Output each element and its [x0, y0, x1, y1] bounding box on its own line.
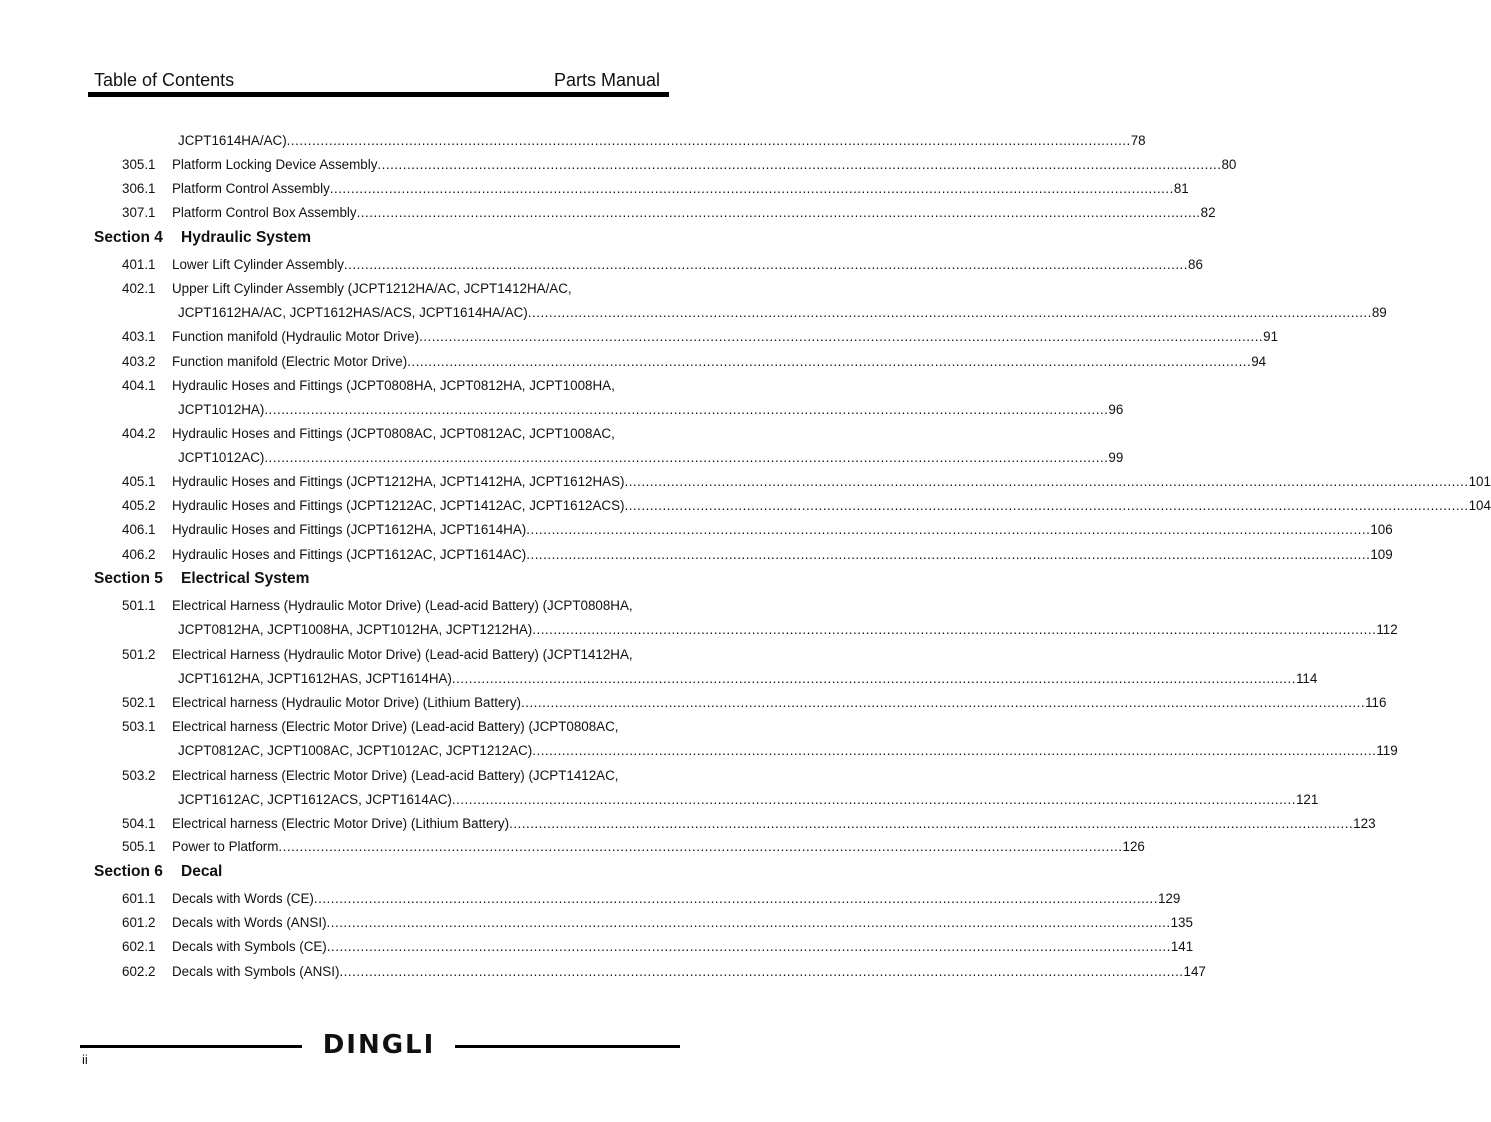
dot-leader: ........................................................................................................................................................................................................	[377, 157, 1222, 172]
toc-entry-line	[172, 377, 663, 395]
toc-page-number: 129	[1157, 891, 1181, 906]
toc-entry-title: Hydraulic Hoses and Fittings (JCPT1212HA, JCPT1412HA, JCPT1612HAS)	[172, 474, 625, 489]
toc-entry-continuation[interactable]	[178, 621, 1398, 639]
dot-leader: ........................................................................................................................................................................................................	[624, 474, 1469, 489]
dot-leader: ........................................................................................................................................................................................................	[313, 891, 1158, 906]
toc-entry-continuation[interactable]	[178, 304, 1387, 322]
toc-page-number: 101	[1468, 474, 1491, 489]
dot-leader: ........................................................................................................................................................................................................	[521, 695, 1366, 710]
toc-entry[interactable]	[122, 914, 1193, 932]
toc-entry-line	[178, 791, 1319, 809]
page-header	[94, 70, 660, 92]
dot-leader: ........................................................................................................................................................................................................	[451, 792, 1296, 807]
toc-entry[interactable]	[122, 546, 1393, 564]
toc-entry-line	[172, 425, 663, 443]
toc-entry[interactable]	[122, 938, 1194, 956]
dot-leader: ........................................................................................................................................................................................................	[419, 329, 1264, 344]
toc-entry[interactable]	[122, 180, 1189, 198]
toc-entry-number: 602.2	[122, 964, 156, 979]
toc-page-number: 116	[1365, 695, 1387, 710]
dot-leader: ........................................................................................................................................................................................................	[532, 743, 1377, 758]
toc-entry[interactable]	[122, 815, 1376, 833]
toc-entry[interactable]	[122, 597, 663, 615]
toc-entry-continuation[interactable]	[178, 449, 1124, 467]
toc-entry-title: Hydraulic Hoses and Fittings (JCPT1612AC, JCPT1614AC)	[172, 547, 527, 562]
toc-entry-line	[172, 914, 1193, 932]
toc-entry-number: 503.1	[122, 719, 156, 734]
toc-entry-number: 306.1	[122, 181, 156, 196]
section-title: Hydraulic System	[181, 229, 312, 246]
toc-page-number: 86	[1188, 257, 1203, 272]
dot-leader: ........................................................................................................................................................................................................	[326, 915, 1171, 930]
toc-entry[interactable]	[122, 838, 1145, 856]
toc-entry-number: 401.1	[122, 257, 156, 272]
toc-entry-continuation[interactable]	[178, 401, 1124, 419]
toc-entry-title: JCPT1612HA, JCPT1612HAS, JCPT1614HA)	[178, 671, 452, 686]
toc-entry-title: Hydraulic Hoses and Fittings (JCPT0808HA, JCPT0812HA, JCPT1008HA,	[172, 378, 615, 393]
toc-entry[interactable]	[122, 204, 1216, 222]
toc-page-number: 135	[1170, 915, 1193, 930]
toc-entry-line	[172, 353, 1267, 371]
toc-entry-continuation[interactable]	[178, 791, 1319, 809]
toc-entry-line	[178, 401, 1124, 419]
toc-entry-number: 405.1	[122, 474, 156, 489]
toc-entry-line	[172, 180, 1189, 198]
toc-entry-line	[178, 449, 1124, 467]
toc-entry-continuation[interactable]	[178, 742, 1398, 760]
toc-entry[interactable]	[122, 473, 1491, 491]
toc-page-number: 119	[1376, 743, 1398, 758]
toc-entry-title: Electrical harness (Hydraulic Motor Drive) (Lithium Battery)	[172, 695, 521, 710]
toc-entry-line	[172, 256, 1203, 274]
toc-page-number: 82	[1200, 205, 1216, 220]
dot-leader: ........................................................................................................................................................................................................	[264, 450, 1109, 465]
toc-entry-number: 402.1	[122, 281, 156, 296]
toc-entry-line	[178, 670, 1318, 688]
toc-entry[interactable]	[122, 156, 1237, 174]
toc-entry-line	[172, 546, 1393, 564]
toc-entry-title: JCPT1614HA/AC)	[178, 133, 287, 148]
page-number: ii	[82, 1052, 88, 1067]
toc-entry-title: Hydraulic Hoses and Fittings (JCPT1612HA, JCPT1614HA)	[172, 522, 527, 537]
footer-rule-left	[80, 1045, 302, 1048]
section-title: Decal	[181, 863, 223, 880]
toc-entry[interactable]	[122, 497, 1491, 515]
toc-entry-title: Function manifold (Hydraulic Motor Drive)	[172, 329, 420, 344]
dot-leader: ........................................................................................................................................................................................................	[329, 181, 1174, 196]
toc-entry-line	[172, 963, 1206, 981]
toc-entry-title: Function manifold (Electric Motor Drive)	[172, 354, 408, 369]
toc-entry-title: Hydraulic Hoses and Fittings (JCPT1212AC, JCPT1412AC, JCPT1612ACS)	[172, 498, 625, 513]
toc-entry[interactable]	[122, 425, 663, 443]
toc-entry-number: 501.1	[122, 598, 156, 613]
toc-entry[interactable]	[122, 890, 1181, 908]
toc-entry[interactable]	[122, 767, 663, 785]
toc-page-number: 141	[1170, 939, 1194, 954]
toc-entry-number: 406.1	[122, 522, 156, 537]
toc-entry[interactable]	[122, 377, 663, 395]
toc-page-number: 109	[1370, 547, 1393, 562]
toc-entry-number: 404.1	[122, 378, 156, 393]
toc-entry-line	[172, 521, 1393, 539]
toc-entry[interactable]	[122, 646, 663, 664]
toc-entry-title: Decals with Symbols (ANSI)	[172, 964, 340, 979]
toc-entry-number: 601.1	[122, 891, 156, 906]
header-title-left: Table of Contents	[94, 70, 235, 90]
dot-leader: ........................................................................................................................................................................................................	[451, 671, 1296, 686]
toc-entry-number: 405.2	[122, 498, 156, 513]
dot-leader: ........................................................................................................................................................................................................	[264, 402, 1109, 417]
toc-entry-title: Hydraulic Hoses and Fittings (JCPT0808AC, JCPT0812AC, JCPT1008AC,	[172, 426, 615, 441]
toc-entry-line	[172, 767, 663, 785]
toc-entry-number: 406.2	[122, 547, 156, 562]
section-number: Section 5	[94, 570, 163, 587]
toc-entry-title: Lower Lift Cylinder Assembly	[172, 257, 344, 272]
toc-entry-title: Platform Control Box Assembly	[172, 205, 357, 220]
toc-page-number: 147	[1183, 964, 1206, 979]
toc-entry-title: Electrical Harness (Hydraulic Motor Drive) (Lead-acid Battery) (JCPT0808HA,	[172, 598, 633, 613]
toc-entry-title: Platform Locking Device Assembly	[172, 157, 378, 172]
dot-leader: ........................................................................................................................................................................................................	[526, 547, 1371, 562]
toc-entry-number: 601.2	[122, 915, 156, 930]
toc-entry-line	[172, 328, 1279, 346]
toc-entry-number: 501.2	[122, 647, 156, 662]
section-heading	[94, 863, 222, 881]
toc-page-number: 114	[1295, 671, 1318, 686]
toc-entry-title: Power to Platform	[172, 839, 279, 854]
dot-leader: ........................................................................................................................................................................................................	[286, 133, 1131, 148]
dot-leader: ........................................................................................................................................................................................................	[326, 939, 1171, 954]
toc-entry-line	[178, 132, 1146, 150]
toc-entry-line	[172, 204, 1216, 222]
toc-entry-line	[172, 156, 1237, 174]
toc-entry[interactable]	[122, 963, 1206, 981]
toc-entry-continuation[interactable]	[178, 132, 1146, 150]
toc-entry-number: 403.1	[122, 329, 156, 344]
header-rule	[88, 92, 669, 97]
toc-page-number: 121	[1295, 792, 1319, 807]
toc-entry-title: JCPT1612HA/AC, JCPT1612HAS/ACS, JCPT1614HA/AC)	[178, 305, 528, 320]
toc-entry-line	[172, 280, 663, 298]
dot-leader: ........................................................................................................................................................................................................	[343, 257, 1188, 272]
dot-leader: ........................................................................................................................................................................................................	[278, 839, 1123, 854]
toc-entry-title: Electrical harness (Electric Motor Drive) (Lead-acid Battery) (JCPT1412AC,	[172, 768, 619, 783]
toc-entry-line	[172, 815, 1376, 833]
toc-entry-number: 404.2	[122, 426, 156, 441]
toc-entry-continuation[interactable]	[178, 670, 1318, 688]
section-number: Section 4	[94, 229, 163, 246]
toc-entry-title: Upper Lift Cylinder Assembly (JCPT1212HA/AC, JCPT1412HA/AC,	[172, 281, 572, 296]
toc-entry[interactable]	[122, 328, 1279, 346]
toc-entry-number: 505.1	[122, 839, 156, 854]
footer-rule-right	[455, 1045, 680, 1048]
toc-entry-line	[172, 838, 1145, 856]
toc-entry-number: 602.1	[122, 939, 156, 954]
toc-page-number: 81	[1173, 181, 1189, 196]
dot-leader: ........................................................................................................................................................................................................	[407, 354, 1252, 369]
toc-entry-title: Electrical harness (Electric Motor Drive) (Lead-acid Battery) (JCPT0808AC,	[172, 719, 619, 734]
toc-entry-title: Decals with Symbols (CE)	[172, 939, 327, 954]
brand-logo: DINGLI	[322, 1030, 436, 1060]
toc-page-number: 126	[1122, 839, 1145, 854]
section-heading	[94, 229, 311, 247]
dot-leader: ........................................................................................................................................................................................................	[356, 205, 1201, 220]
toc-entry-title: Platform Control Assembly	[172, 181, 330, 196]
toc-entry-number: 305.1	[122, 157, 156, 172]
toc-page-number: 106	[1370, 522, 1393, 537]
toc-entry-title: Decals with Words (ANSI)	[172, 915, 327, 930]
toc-page-number: 80	[1221, 157, 1237, 172]
dot-leader: ........................................................................................................................................................................................................	[526, 522, 1371, 537]
toc-entry[interactable]	[122, 694, 1387, 712]
section-number: Section 6	[94, 863, 163, 880]
toc-page-number: 94	[1251, 354, 1267, 369]
section-heading	[94, 570, 309, 588]
toc-page-number: 96	[1108, 402, 1124, 417]
toc-entry-number: 502.1	[122, 695, 156, 710]
toc-entry-number: 403.2	[122, 354, 156, 369]
toc-entry-title: Decals with Words (CE)	[172, 891, 314, 906]
dot-leader: ........................................................................................................................................................................................................	[532, 622, 1377, 637]
toc-entry-line	[178, 742, 1398, 760]
toc-entry[interactable]	[122, 256, 1203, 274]
toc-entry-title: JCPT1612AC, JCPT1612ACS, JCPT1614AC)	[178, 792, 452, 807]
toc-entry-number: 503.2	[122, 768, 156, 783]
toc-entry-line	[172, 497, 1491, 515]
toc-entry-line	[172, 938, 1194, 956]
toc-entry[interactable]	[122, 280, 663, 298]
section-title: Electrical System	[181, 570, 310, 587]
toc-entry-title: Electrical Harness (Hydraulic Motor Drive) (Lead-acid Battery) (JCPT1412HA,	[172, 647, 633, 662]
toc-entry-line	[172, 694, 1387, 712]
toc-entry-line	[178, 621, 1398, 639]
toc-entry[interactable]	[122, 353, 1267, 371]
toc-entry-title: JCPT0812HA, JCPT1008HA, JCPT1012HA, JCPT1212HA)	[178, 622, 533, 637]
toc-entry-line	[172, 718, 663, 736]
toc-entry-number: 307.1	[122, 205, 156, 220]
toc-entry-line	[178, 304, 1387, 322]
toc-entry-line	[172, 473, 1491, 491]
dot-leader: ........................................................................................................................................................................................................	[339, 964, 1184, 979]
toc-entry-line	[172, 890, 1181, 908]
toc-entry-title: JCPT0812AC, JCPT1008AC, JCPT1012AC, JCPT1212AC)	[178, 743, 533, 758]
toc-page-number: 104	[1468, 498, 1491, 513]
toc-page-number: 91	[1263, 329, 1279, 344]
toc-page-number: 89	[1371, 305, 1387, 320]
toc-entry-line	[172, 646, 663, 664]
toc-page-number: 123	[1353, 816, 1376, 831]
header-title-right: Parts Manual	[553, 70, 660, 90]
toc-page-number: 99	[1108, 450, 1124, 465]
dot-leader: ........................................................................................................................................................................................................	[509, 816, 1354, 831]
toc-page-number: 78	[1130, 133, 1146, 148]
dot-leader: ........................................................................................................................................................................................................	[624, 498, 1469, 513]
toc-entry[interactable]	[122, 718, 663, 736]
toc-entry-title: Electrical harness (Electric Motor Drive) (Lithium Battery)	[172, 816, 510, 831]
toc-entry-title: JCPT1012AC)	[178, 450, 265, 465]
toc-entry-line	[172, 597, 663, 615]
toc-entry[interactable]	[122, 521, 1393, 539]
dot-leader: ........................................................................................................................................................................................................	[527, 305, 1372, 320]
toc-entry-title: JCPT1012HA)	[178, 402, 265, 417]
toc-entry-number: 504.1	[122, 816, 156, 831]
toc-page-number: 112	[1376, 622, 1398, 637]
